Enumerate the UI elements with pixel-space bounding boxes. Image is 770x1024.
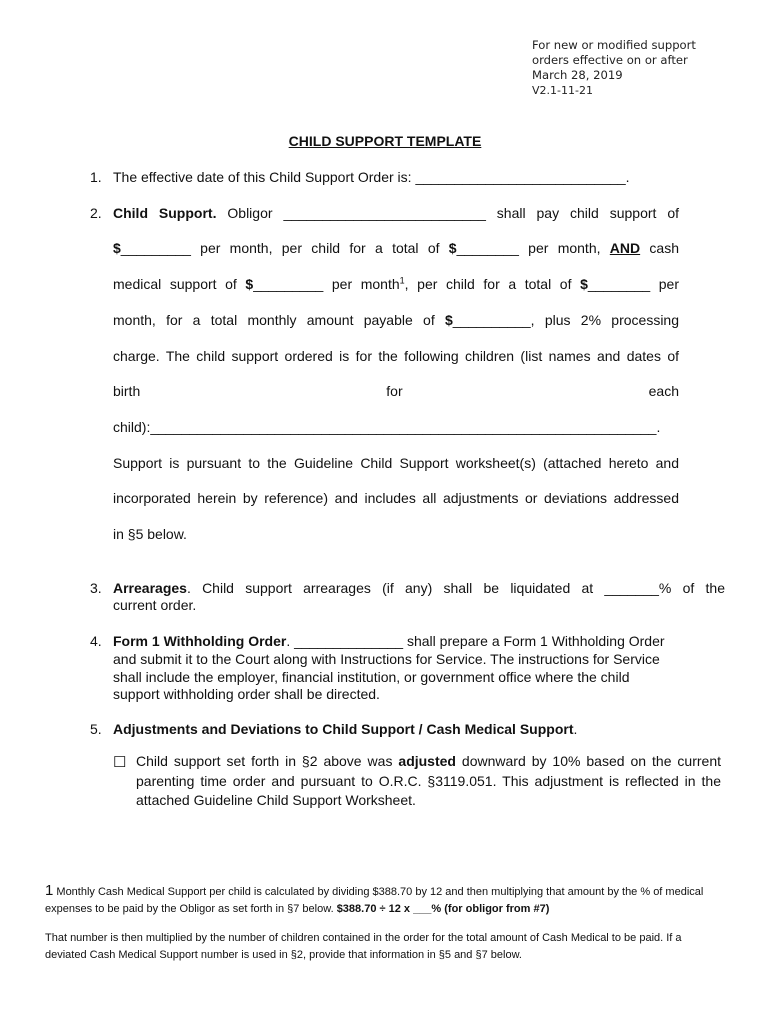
item-4-line-1 [113, 633, 665, 649]
dollar-sign: $ [245, 276, 254, 292]
item-2-line-1 [113, 205, 679, 221]
blank-amount-field: __________ [452, 312, 531, 328]
item-1-effective-date: The effective date of this Child Support Order is: ___________________________. [113, 169, 630, 185]
and-emphasis: AND [609, 240, 641, 256]
item-3-line-1 [113, 580, 725, 596]
footnote-reference: 1 [399, 275, 405, 286]
obligor-text: Obligor __________________________ shall pay child support of [216, 205, 680, 221]
adjustment-checkbox[interactable]: ☐ [113, 754, 127, 771]
line-text: Child support set forth in §2 above was [136, 753, 399, 769]
line-text: month, for a total monthly amount payable of [113, 312, 445, 328]
arrearages-heading: Arrearages [113, 580, 187, 596]
item-5-heading-line [113, 721, 577, 737]
item-2-line-9: incorporated herein by reference) and includes all adjustments or deviations addressed [113, 490, 679, 506]
footnote-formula: $388.70 ÷ 12 x ___% (for obligor from #7) [336, 903, 550, 915]
item-2-line-4 [113, 312, 679, 328]
child-support-heading: Child Support. [113, 205, 217, 221]
footnote-number: 1 [45, 882, 54, 899]
item-3-number: 3. [90, 580, 102, 596]
dollar-sign: $ [445, 312, 453, 328]
footnote-paragraph-1 [45, 882, 725, 918]
note-line-1: For new or modified support [532, 38, 696, 52]
footnote-paragraph-2: That number is then multiplied by the number of children contained in the order for the total amount of Cash Medical to be paid. If a deviated Cash Medical Support number is used in §2, provide that information in §5 and §7 below. [45, 932, 682, 961]
effective-date-note [532, 38, 732, 98]
item-2-line-6: birth for each [113, 383, 679, 399]
item-2-line-10: in §5 below. [113, 526, 187, 542]
note-line-2: orders effective on or after [532, 53, 688, 67]
adjustment-description [136, 752, 721, 811]
item-2-number: 2. [90, 205, 102, 221]
item-1-number: 1. [90, 169, 102, 185]
document-title: CHILD SUPPORT TEMPLATE [288, 133, 482, 149]
item-4-number: 4. [90, 633, 102, 649]
children-list-blank: child):_________________________________________________________________. [113, 419, 661, 435]
line-text: cash [640, 240, 680, 256]
line-text: . Child support arrearages (if any) shall be liquidated at _______% of the [186, 580, 725, 596]
item-2-line-5: charge. The child support ordered is for the following children (list names and dates of [113, 348, 679, 364]
item-2-line-3 [113, 276, 679, 292]
item-2-line-8: Support is pursuant to the Guideline Child Support worksheet(s) (attached hereto and [113, 455, 679, 471]
blank-amount-field: _________ [120, 240, 191, 256]
dollar-sign: $ [113, 240, 121, 256]
line-text: . ______________ shall prepare a Form 1 Withholding Order [286, 633, 665, 649]
dollar-sign: $ [580, 276, 588, 292]
dollar-sign: $ [448, 240, 457, 256]
line-text: per month, [518, 240, 610, 256]
line-text: . [573, 721, 578, 737]
line-text: downward by 10% based on the current parenting time order and pursuant to O.R.C. §3119.051. This adjustment is reflected in the attached Guideline Child Support Worksheet. [136, 753, 721, 808]
line-text: , plus 2% processing [530, 312, 679, 328]
line-text: per month, per child for a total of [190, 240, 449, 256]
blank-amount-field: ________ [456, 240, 519, 256]
note-line-3: March 28, 2019 [532, 68, 623, 82]
version-label: V2.1-11-21 [532, 84, 593, 97]
line-text: per month [323, 276, 400, 292]
footnote-text: Monthly Cash Medical Support per child is calculated by dividing $388.70 by 12 and then multiplying that amount by the % of medical expenses to be paid by the Obligor as set forth in §7 below. [45, 886, 704, 915]
blank-amount-field: _________ [253, 276, 324, 292]
line-text: medical support of [113, 276, 246, 292]
item-5-number: 5. [90, 721, 102, 737]
line-text: , per child for a total of [404, 276, 581, 292]
item-4-line-2: and submit it to the Court along with Instructions for Service. The instructions for Service [113, 651, 660, 667]
adjusted-emphasis: adjusted [398, 753, 456, 769]
withholding-order-heading: Form 1 Withholding Order [113, 633, 287, 649]
item-3-line-2: current order. [113, 597, 197, 613]
blank-amount-field: ________ [587, 276, 651, 292]
item-2-line-2 [113, 240, 679, 256]
adjustments-heading: Adjustments and Deviations to Child Support / Cash Medical Support [113, 721, 574, 737]
item-4-line-3: shall include the employer, financial institution, or government office where the child [113, 669, 630, 685]
line-text: per [650, 276, 679, 292]
item-4-line-4: support withholding order shall be directed. [113, 686, 380, 702]
